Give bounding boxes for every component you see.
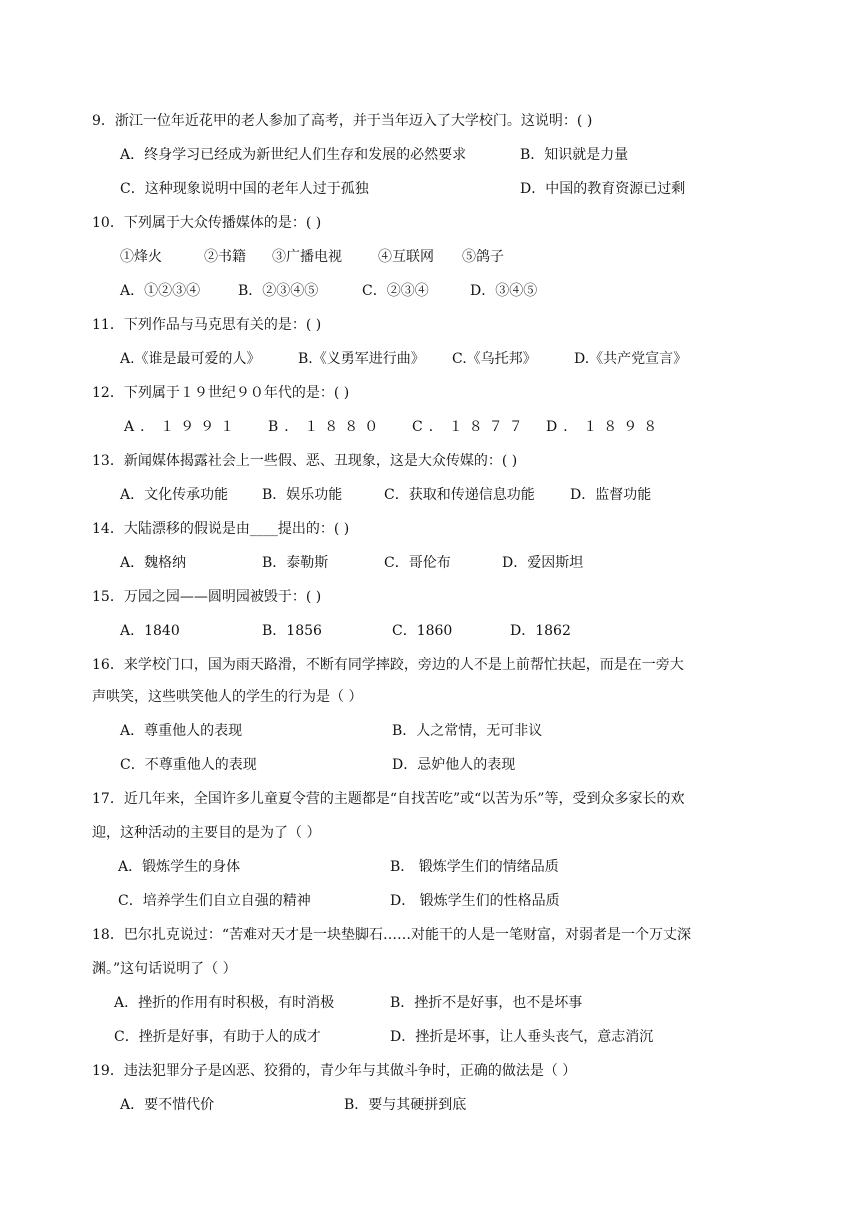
question-10-item-1: ①烽火 <box>120 249 162 265</box>
question-12: 12．下列属于１９世纪９０年代的是：( ) <box>92 385 350 401</box>
question-17-option-a: A．锻炼学生的身体 <box>118 859 241 875</box>
question-16-option-b: B．人之常情，无可非议 <box>392 723 543 739</box>
question-10-option-d: D．③④⑤ <box>470 283 538 299</box>
question-10-item-2: ②书籍 <box>204 249 246 265</box>
question-15: 15．万园之园——圆明园被毁于：( ) <box>92 589 322 605</box>
question-16-option-c: C．不尊重他人的表现 <box>120 757 257 773</box>
question-10-option-c: C．②③④ <box>362 283 429 299</box>
question-13-option-c: C．获取和传递信息功能 <box>384 487 535 503</box>
question-16-line-1: 16．来学校门口，国为雨天路滑，不断有同学摔跤，旁边的人不是上前帮忙扶起，而是在一旁大 <box>92 657 684 673</box>
question-12-option-a: A．１９９１ <box>124 419 241 435</box>
question-13: 13．新闻媒体揭露社会上一些假、恶、丑现象，这是大众传媒的：( ) <box>92 453 518 469</box>
question-14-option-d: D．爱因斯坦 <box>502 555 584 571</box>
question-17-option-d: D． 锻炼学生们的性格品质 <box>390 893 560 909</box>
question-15-option-c: C．1860 <box>392 623 453 639</box>
question-17-option-b: B． 锻炼学生们的情绪品质 <box>390 859 559 875</box>
question-11-option-a: A.《谁是最可爱的人》 <box>120 351 261 367</box>
question-18-option-b: B．挫折不是好事，也不是坏事 <box>390 995 583 1011</box>
question-10: 10．下列属于大众传播媒体的是：( ) <box>92 215 322 231</box>
question-10-option-a: A．①②③④ <box>120 283 201 299</box>
question-18-option-c: C．挫折是好事，有助于人的成才 <box>114 1029 321 1045</box>
question-14: 14．大陆漂移的假说是由____提出的：( ) <box>92 521 350 537</box>
question-16-line-2: 声哄笑，这些哄笑他人的学生的行为是（ ） <box>92 689 363 705</box>
question-14-option-c: C．哥伦布 <box>384 555 451 571</box>
question-14-option-b: B．泰勒斯 <box>262 555 329 571</box>
question-13-option-b: B．娱乐功能 <box>262 487 343 503</box>
question-16-option-a: A．尊重他人的表现 <box>120 723 243 739</box>
question-18-option-d: D．挫折是坏事，让人垂头丧气，意志消沉 <box>390 1029 654 1045</box>
question-11-option-b: B.《义勇军进行曲》 <box>298 351 425 367</box>
question-12-option-d: D．１８９８ <box>546 419 664 435</box>
question-12-option-b: B．１８８０ <box>268 419 385 435</box>
question-11-option-c: C.《乌托邦》 <box>452 351 537 367</box>
question-13-option-d: D．监督功能 <box>570 487 652 503</box>
question-11: 11．下列作品与马克思有关的是：( ) <box>92 317 322 333</box>
question-18-line-2: 渊。”这句话说明了（ ） <box>92 961 237 977</box>
question-16-option-d: D．忌妒他人的表现 <box>392 757 516 773</box>
question-9-option-b: B．知识就是力量 <box>520 147 629 163</box>
question-14-option-a: A．魏格纳 <box>120 555 187 571</box>
question-10-option-b: B．②③④⑤ <box>238 283 319 299</box>
question-17-option-c: C．培养学生们自立自强的精神 <box>118 893 311 909</box>
question-19-option-b: B．要与其硬拼到底 <box>344 1097 467 1113</box>
question-19: 19．违法犯罪分子是凶恶、狡猾的，青少年与其做斗争时，正确的做法是（ ） <box>92 1063 577 1079</box>
question-10-item-3: ③广播电视 <box>272 249 342 265</box>
question-17-line-1: 17．近几年来，全国许多儿童夏令营的主题都是“自找苦吃”或“以苦为乐”等，受到众多家长的欢 <box>92 791 685 807</box>
question-12-option-c: C．１８７７ <box>412 419 529 435</box>
question-17-line-2: 迎，这种活动的主要目的是为了（ ） <box>92 825 321 841</box>
question-15-option-d: D．1862 <box>510 623 571 639</box>
question-9-option-a: A．终身学习已经成为新世纪人们生存和发展的必然要求 <box>120 147 467 163</box>
question-15-option-b: B．1856 <box>262 623 322 639</box>
question-15-option-a: A．1840 <box>120 623 180 639</box>
question-19-option-a: A．要不惜代价 <box>120 1097 215 1113</box>
question-18-line-1: 18．巴尔扎克说过：“苦难对天才是一块垫脚石……对能干的人是一笔财富，对弱者是一个万丈深 <box>92 927 691 943</box>
question-10-item-4: ④互联网 <box>378 249 434 265</box>
question-10-item-5: ⑤鸽子 <box>462 249 504 265</box>
question-18-option-a: A．挫折的作用有时积极，有时消极 <box>114 995 335 1011</box>
question-11-option-d: D.《共产党宣言》 <box>574 351 688 367</box>
question-13-option-a: A．文化传承功能 <box>120 487 229 503</box>
question-9: 9．浙江一位年近花甲的老人参加了高考，并于当年迈入了大学校门。这说明：( ) <box>92 113 593 129</box>
question-9-option-c: C．这种现象说明中国的老年人过于孤独 <box>120 181 369 197</box>
question-9-option-d: D．中国的教育资源已过剩 <box>520 181 686 197</box>
